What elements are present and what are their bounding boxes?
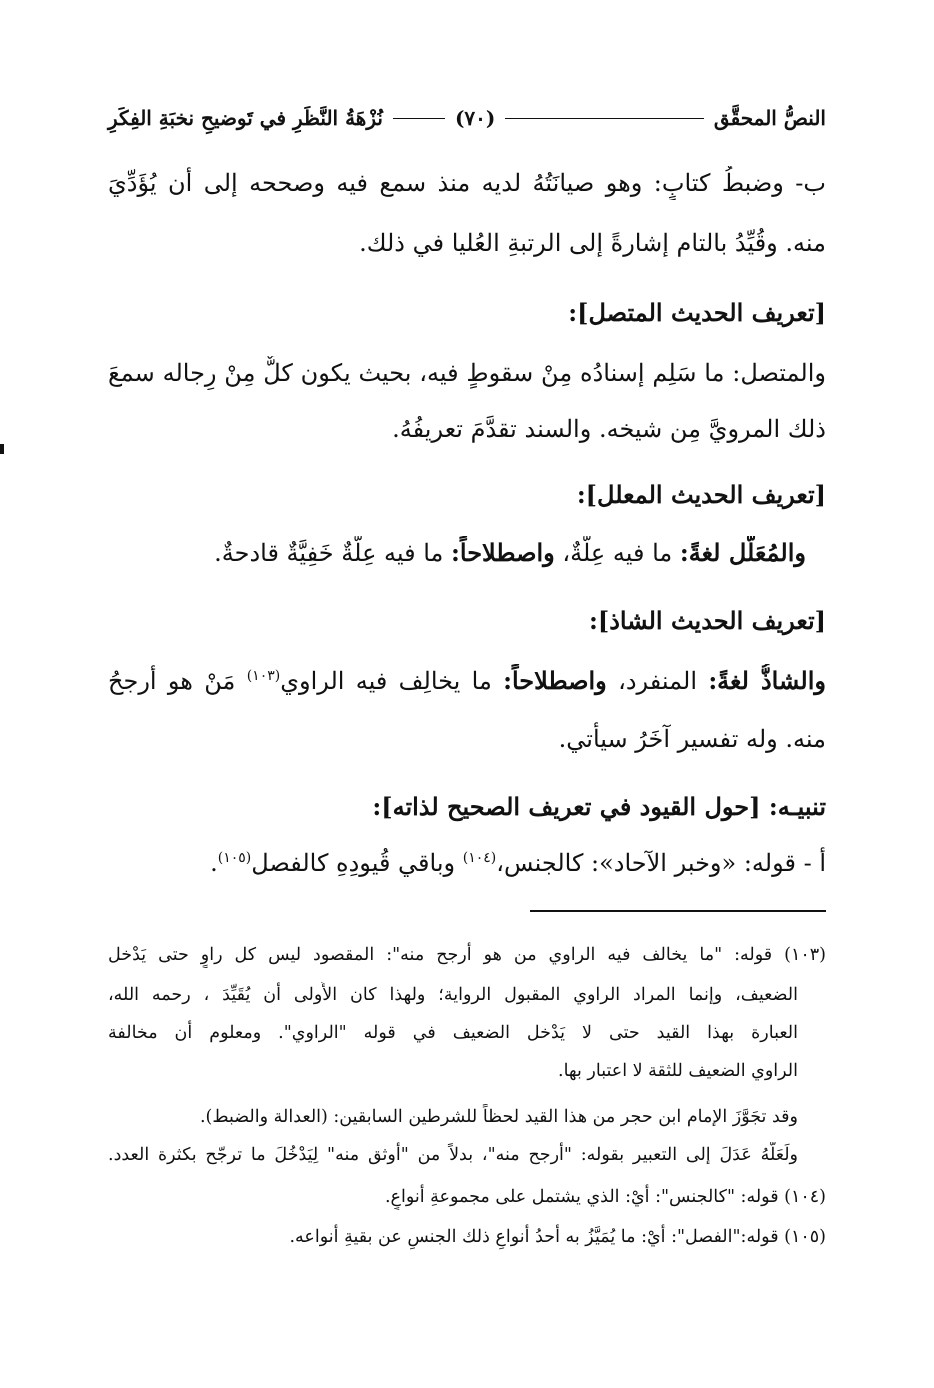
definition-text: مَنْ هو أرجحُ: [108, 667, 236, 695]
footnote-103: (١٠٣) قوله: "ما يخالف فيه الراوي من هو أرجح منه": المقصود ليس كل راوٍ حتى يَدْخل: [108, 945, 826, 965]
header-right-title: النصُّ المحقَّق: [713, 106, 826, 130]
term-label: واصطلاحاً:: [451, 538, 555, 567]
footnote-line: وقد تجَوَّزَ الإمام ابن حجر من هذا القيد لحظاً للشرطين السابقين: (العدالة والضبط).: [199, 1107, 798, 1127]
body-line: منه. وله تفسير آخَرُ سيأتي.: [558, 725, 826, 753]
footnote-line: ولَعَلَّهُ عَدَلَ إلى التعبير بقوله: "أرجح منه"، بدلاً من "أوثق منه" لِيَدْخُلَ ما ترجّح بكثرة العدد.: [108, 1145, 798, 1165]
footnote-ref[interactable]: (١٠٤): [462, 850, 497, 866]
footnote-ref[interactable]: (١٠٥): [217, 850, 252, 866]
definition-shadh: [108, 664, 826, 698]
footnote-line: العبارة بهذا القيد حتى لا يَدْخل الضعيف في قوله "الراوي". ومعلوم أن مخالفة: [108, 1023, 798, 1043]
term-label: والشاذُّ لغةً:: [708, 666, 826, 695]
body-line: ب- وضبطُ كتابٍ: وهو صيانَتُهُ لديه منذ سمع فيه وصححه إلى أن يُؤَدِّيَ: [108, 169, 826, 197]
section-heading-shadh: [تعريف الحديث الشاذ]:: [588, 606, 826, 635]
footnote-ref[interactable]: (١٠٣): [246, 668, 281, 684]
definition-text: ما فيه عِلَّةٌ،: [562, 539, 673, 567]
footnote-104: (١٠٤) قوله: "كالجنس": أَيْ: الذي يشتمل على مجموعةِ أنواعٍ.: [384, 1187, 826, 1207]
section-heading-tanbih: تنبيـه: [حول القيود في تعريف الصحيح لذاته]:: [372, 792, 826, 821]
running-header: [108, 100, 826, 136]
definition-text: ما فيه عِلَّةٌ خَفِيَّةٌ قادحةٌ.: [214, 539, 444, 567]
footnote-line: الراوي الضعيف للثقة لا اعتبار بها.: [558, 1061, 798, 1081]
definition-text: المنفرد،: [618, 667, 697, 695]
page-number: (٧٠): [454, 106, 496, 130]
header-rule-right: [505, 118, 704, 119]
body-line: [108, 846, 826, 880]
body-line: ذلك المرويَّ مِن شيخه. والسند تقدَّمَ تعريفُهُ.: [392, 415, 826, 443]
header-left-title: نُزْهَةُ النَّظَرِ في تَوضيحِ نخبَةِ الفِكَرِ: [108, 106, 383, 130]
body-text: وباقي قُيودِهِ كالفصل: [251, 849, 456, 877]
definition-text: ما يخالِف فيه الراوي: [280, 667, 492, 695]
footnote-separator: [530, 910, 826, 912]
term-label: واصطلاحاً:: [503, 666, 607, 695]
body-line: منه. وقُيِّدُ بالتام إشارةً إلى الرتبةِ العُليا في ذلك.: [359, 229, 826, 257]
body-line: والمتصل: ما سَلِم إسنادُه مِنْ سقوطٍ فيه، بحيث يكون كلٌّ مِنْ رِجاله سمعَ: [108, 359, 826, 387]
definition-muallal: [108, 536, 806, 570]
body-text: .: [210, 849, 218, 877]
term-label: والمُعَلّل لغةً:: [679, 538, 806, 567]
header-rule-left: [393, 118, 445, 119]
margin-mark: [0, 444, 4, 454]
section-heading-muallal: [تعريف الحديث المعلل]:: [576, 480, 826, 509]
section-heading-muttasil: [تعريف الحديث المتصل]:: [568, 298, 826, 327]
footnote-105: (١٠٥) قوله:"الفصل": أَيْ: ما يُمَيَّزُ به أحدُ أنواعِ ذلك الجنسِ عن بقيةِ أنواعه.: [289, 1227, 826, 1247]
body-text: أ - قوله: «وخبر الآحاد»: كالجنس،: [496, 849, 826, 877]
footnote-line: الضعيف، وإنما المراد الراوي المقبول الرواية؛ ولهذا كان الأَولى أن يُقَيِّدَ ، رحمه الله،: [108, 985, 798, 1005]
